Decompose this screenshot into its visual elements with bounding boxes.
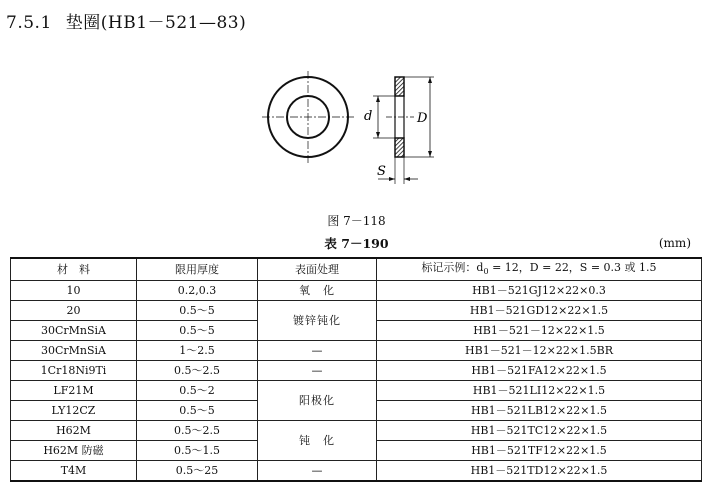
cell-mark: HB1－521LB12×22×1.5 xyxy=(377,401,702,421)
cell-thickness: 0.5～2.5 xyxy=(137,361,258,381)
table-row xyxy=(11,461,702,482)
table-row xyxy=(11,281,702,301)
cell-mark: HB1－521－12×22×1.5BR xyxy=(377,341,702,361)
cell-mark: HB1－521－12×22×1.5 xyxy=(377,321,702,341)
cell-mark: HB1－521GD12×22×1.5 xyxy=(377,301,702,321)
washer-spec-table xyxy=(10,257,702,482)
cell-surface: — xyxy=(258,461,377,482)
cell-surface: 阳极化 xyxy=(258,381,377,421)
table-header-row xyxy=(11,258,702,281)
header-material: 材 料 xyxy=(11,258,137,281)
cell-mark: HB1－521FA12×22×1.5 xyxy=(377,361,702,381)
cell-thickness: 0.5～25 xyxy=(137,461,258,482)
cell-mark: HB1－521TF12×22×1.5 xyxy=(377,441,702,461)
cell-material: 1Cr18Ni9Ti xyxy=(11,361,137,381)
figure-caption: 图 7－118 xyxy=(327,214,386,228)
cell-surface: 镀锌钝化 xyxy=(258,301,377,341)
dimension-S-label: S xyxy=(377,164,386,179)
table-row xyxy=(11,421,702,441)
table-caption: 表 7－190 xyxy=(324,236,389,251)
cell-material: LF21M xyxy=(11,381,137,401)
header-surface: 表面处理 xyxy=(258,258,377,281)
table-unit: (mm) xyxy=(658,236,691,250)
cell-material: H62M xyxy=(11,421,137,441)
cell-thickness: 0.5～5 xyxy=(137,401,258,421)
dimension-D-label: D xyxy=(417,111,428,126)
cell-surface: 氧 化 xyxy=(258,281,377,301)
cell-mark: HB1－521TC12×22×1.5 xyxy=(377,421,702,441)
washer-figure xyxy=(258,62,448,192)
cell-thickness: 0.5～1.5 xyxy=(137,441,258,461)
cell-material: H62M 防磁 xyxy=(11,441,137,461)
cell-material: T4M xyxy=(11,461,137,482)
cell-material: 20 xyxy=(11,301,137,321)
table-row xyxy=(11,361,702,381)
cell-surface: 钝 化 xyxy=(258,421,377,461)
cell-mark: HB1－521TD12×22×1.5 xyxy=(377,461,702,482)
header-marking-example: 标记示例：$d_0 = 12$，D = 22，S = 0.3 或 1.5 xyxy=(377,258,702,281)
cell-mark: HB1－521LI12×22×1.5 xyxy=(377,381,702,401)
cell-thickness: 0.5～2 xyxy=(137,381,258,401)
dimension-d-label: d xyxy=(364,109,373,124)
washer-front-view xyxy=(262,71,354,163)
cell-material: 10 xyxy=(11,281,137,301)
table-row xyxy=(11,301,702,321)
cell-material: 30CrMnSiA xyxy=(11,321,137,341)
cell-mark: HB1－521GJ12×22×0.3 xyxy=(377,281,702,301)
table-row xyxy=(11,341,702,361)
cell-surface: — xyxy=(258,341,377,361)
cell-thickness: 0.5～5 xyxy=(137,301,258,321)
cell-thickness: 0.5～5 xyxy=(137,321,258,341)
cell-material: LY12CZ xyxy=(11,401,137,421)
cell-thickness: 1～2.5 xyxy=(137,341,258,361)
section-number: 7.5.1 xyxy=(6,13,52,33)
cell-material: 30CrMnSiA xyxy=(11,341,137,361)
cell-surface: — xyxy=(258,361,377,381)
header-thickness: 限用厚度 xyxy=(137,258,258,281)
section-title: 垫圈(HB1－521—83) xyxy=(65,13,247,33)
table-row xyxy=(11,381,702,401)
cell-thickness: 0.2,0.3 xyxy=(137,281,258,301)
cell-thickness: 0.5～2.5 xyxy=(137,421,258,441)
section-heading xyxy=(6,8,246,33)
